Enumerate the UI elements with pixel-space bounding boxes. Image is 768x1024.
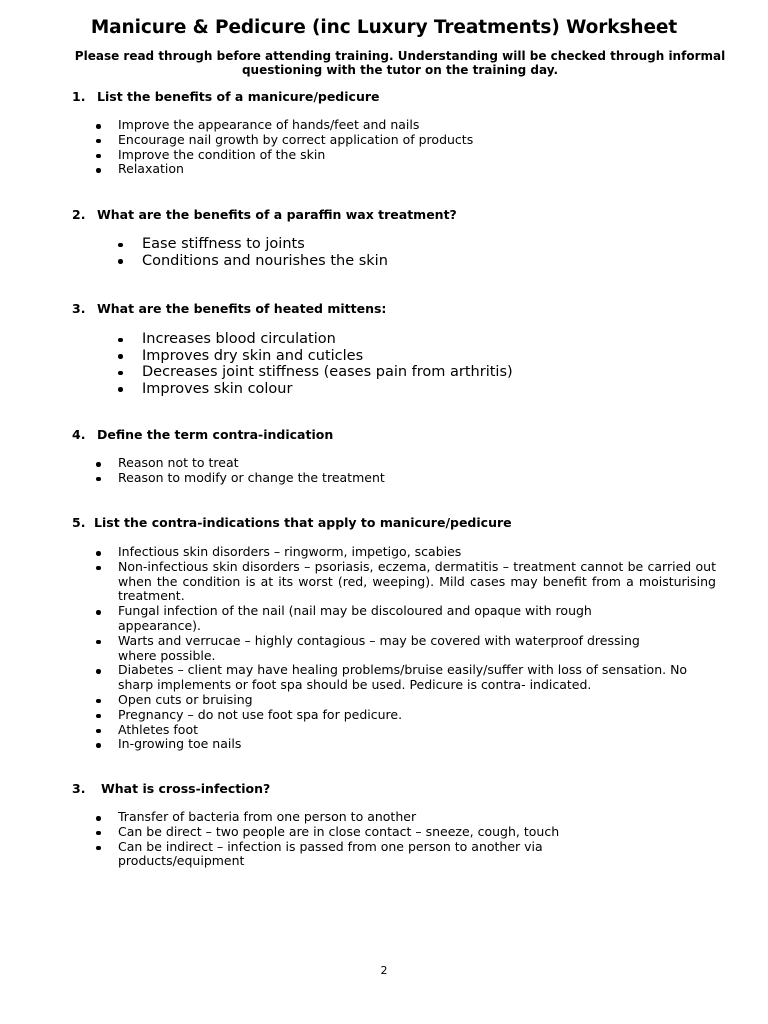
list-item: Can be direct – two people are in close contact – sneeze, cough, touch [96, 825, 716, 840]
list-item: Improve the condition of the skin [96, 148, 716, 163]
answer-list-2 [118, 236, 678, 269]
list-item: Decreases joint stiffness (eases pain from arthritis) [118, 364, 678, 381]
answer-list-1 [96, 118, 716, 177]
question-number: 3. [72, 781, 86, 796]
list-item: Reason not to treat [96, 456, 716, 471]
list-item: Fungal infection of the nail (nail may be discoloured and opaque with rough appearance). [96, 604, 716, 634]
answer-list-6 [96, 810, 716, 869]
question-2 [72, 207, 457, 222]
question-1 [72, 89, 380, 104]
list-item: Open cuts or bruising [96, 693, 716, 708]
question-number: 5. [72, 515, 86, 530]
list-item: Conditions and nourishes the skin [118, 253, 678, 270]
question-text: List the contra-indications that apply to manicure/pedicure [94, 515, 512, 530]
question-cross-infection [72, 781, 270, 796]
question-number: 4. [72, 427, 86, 442]
question-3 [72, 301, 386, 316]
page-number: 2 [380, 964, 388, 977]
question-text: What are the benefits of a paraffin wax treatment? [97, 207, 457, 222]
question-number: 2. [72, 207, 86, 222]
answer-list-3 [118, 331, 678, 397]
question-text: Define the term contra-indication [97, 427, 334, 442]
worksheet-title: Manicure & Pedicure (inc Luxury Treatments) Worksheet [90, 17, 678, 38]
question-text: What is cross-infection? [101, 781, 271, 796]
question-number: 3. [72, 301, 86, 316]
question-5 [72, 515, 512, 530]
list-item: Increases blood circulation [118, 331, 678, 348]
list-item: Infectious skin disorders – ringworm, impetigo, scabies [96, 545, 716, 560]
list-item: Encourage nail growth by correct application of products [96, 133, 716, 148]
list-item: Reason to modify or change the treatment [96, 471, 716, 486]
list-item: Ease stiffness to joints [118, 236, 678, 253]
list-item: Improves dry skin and cuticles [118, 348, 678, 365]
list-item: Athletes foot [96, 723, 716, 738]
list-item: Can be indirect – infection is passed from one person to another via products/equipment [96, 840, 716, 870]
question-text: List the benefits of a manicure/pedicure [97, 89, 380, 104]
list-item: Improve the appearance of hands/feet and nails [96, 118, 716, 133]
question-number: 1. [72, 89, 86, 104]
list-item: In-growing toe nails [96, 737, 716, 752]
list-item: Warts and verrucae – highly contagious – may be covered with waterproof dressing where possible. [96, 634, 716, 664]
answer-list-4 [96, 456, 716, 486]
list-item: Transfer of bacteria from one person to another [96, 810, 716, 825]
intro-text: Please read through before attending training. Understanding will be checked through informal questioning with the tutor on the training day. [74, 49, 726, 77]
answer-list-5 [96, 545, 716, 752]
list-item: Improves skin colour [118, 381, 678, 398]
question-text: What are the benefits of heated mittens: [97, 301, 387, 316]
list-item: Non-infectious skin disorders – psoriasis, eczema, dermatitis – treatment cannot be carried out when the condition is at its worst (red, weeping). Mild cases may benefit from a moisturising treatment. [96, 560, 716, 604]
question-4 [72, 427, 333, 442]
list-item: Relaxation [96, 162, 716, 177]
list-item: Pregnancy – do not use foot spa for pedicure. [96, 708, 716, 723]
list-item: Diabetes – client may have healing problems/bruise easily/suffer with loss of sensation. No sharp implements or foot spa should be used. Pedicure is contra- indicated. [96, 663, 716, 693]
